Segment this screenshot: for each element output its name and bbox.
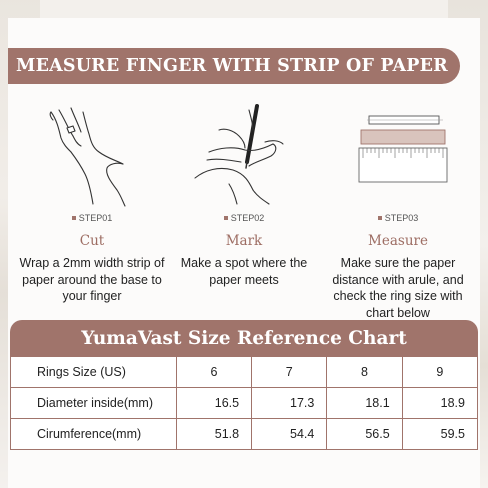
hand-wrap-illustration xyxy=(14,100,170,208)
step-code: STEP02 xyxy=(166,212,322,224)
table-cell: 17.3 xyxy=(252,388,327,419)
table-cell: 18.9 xyxy=(402,388,477,419)
row-label: Rings Size (US) xyxy=(11,357,177,388)
table-cell: 54.4 xyxy=(252,419,327,450)
step-mark xyxy=(166,100,322,288)
table-cell: 16.5 xyxy=(176,388,251,419)
table-cell: 18.1 xyxy=(327,388,402,419)
row-label: Diameter inside(mm) xyxy=(11,388,177,419)
step-title: Measure xyxy=(368,233,428,249)
table-cell: 51.8 xyxy=(176,419,251,450)
step-code: STEP03 xyxy=(320,212,476,224)
size-chart-header xyxy=(10,320,478,356)
title-banner xyxy=(8,48,460,84)
table-cell: 9 xyxy=(402,357,477,388)
table-row xyxy=(11,388,478,419)
table-cell: 56.5 xyxy=(327,419,402,450)
table-row xyxy=(11,357,478,388)
table-cell: 8 xyxy=(327,357,402,388)
row-label: Cirumference(mm) xyxy=(11,419,177,450)
step-description: Make a spot where the paper meets xyxy=(180,256,308,287)
step-title: Cut xyxy=(79,233,105,249)
table-cell: 6 xyxy=(176,357,251,388)
step-title: Mark xyxy=(225,233,263,249)
step-code: STEP01 xyxy=(14,212,170,224)
size-chart-title: YumaVast Size Reference Chart xyxy=(81,327,407,349)
step-description: Make sure the paper distance with arule, and check the ring size with chart below xyxy=(332,256,464,320)
banner-title: MEASURE FINGER WITH STRIP OF PAPER xyxy=(16,56,448,76)
table-row xyxy=(11,419,478,450)
ruler-illustration xyxy=(320,100,476,208)
step-measure xyxy=(320,100,476,321)
table-cell: 59.5 xyxy=(402,419,477,450)
table-cell: 7 xyxy=(252,357,327,388)
hand-pen-mark-illustration xyxy=(166,100,322,208)
step-description: Wrap a 2mm width strip of paper around the base to your finger xyxy=(19,256,165,303)
size-reference-table xyxy=(10,356,478,450)
step-cut xyxy=(14,100,170,305)
